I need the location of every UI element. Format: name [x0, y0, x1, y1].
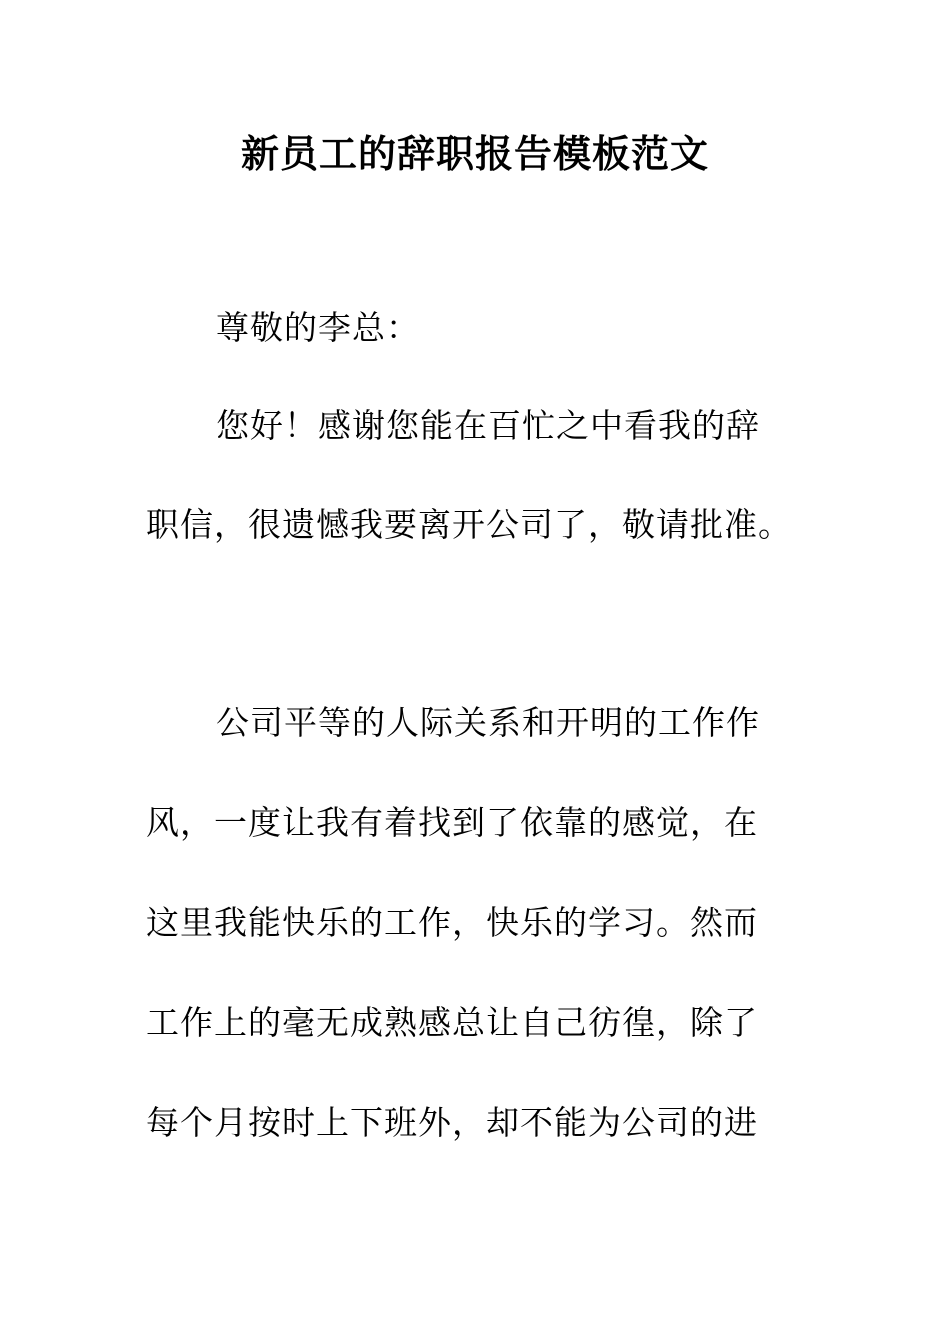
paragraph-2-line-5: 每个月按时上下班外，却不能为公司的进 — [146, 1103, 758, 1142]
salutation: 尊敬的李总： — [216, 308, 420, 347]
paragraph-1-line-2: 职信，很遗憾我要离开公司了，敬请批准。 — [146, 505, 792, 544]
paragraph-2-line-3: 这里我能快乐的工作，快乐的学习。然而 — [146, 903, 758, 942]
paragraph-2-line-4: 工作上的毫无成熟感总让自己彷徨，除了 — [146, 1003, 758, 1042]
paragraph-2-line-1: 公司平等的人际关系和开明的工作作 — [216, 703, 760, 742]
paragraph-2-line-2: 风，一度让我有着找到了依靠的感觉，在 — [146, 803, 758, 842]
document-title: 新员工的辞职报告模板范文 — [240, 131, 709, 176]
paragraph-1-line-1: 您好！感谢您能在百忙之中看我的辞 — [216, 406, 760, 445]
